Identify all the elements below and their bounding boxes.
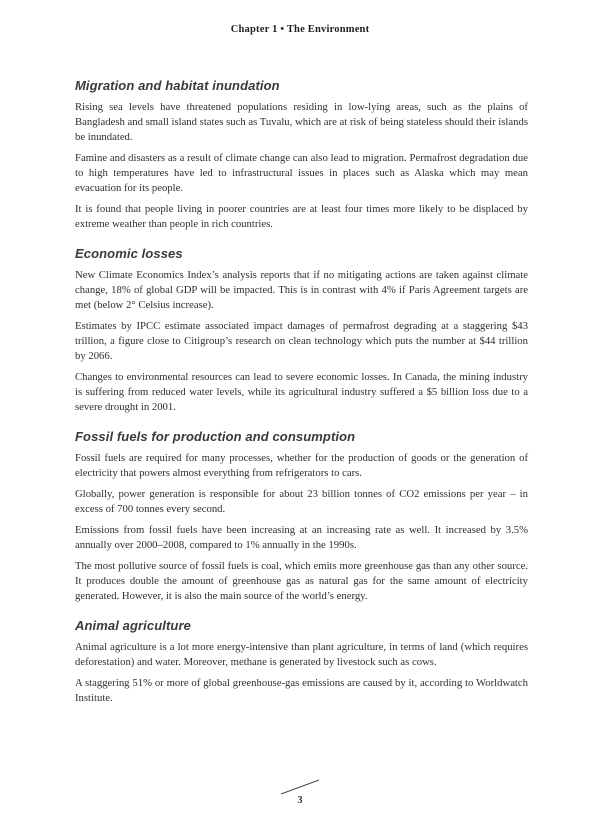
running-head: Chapter 1 • The Environment: [230, 24, 370, 35]
paragraph: Globally, power generation is responsible for about 23 billion tonnes of CO2 emissions per year – in excess of 700 tonnes every second.: [75, 488, 528, 515]
section-migration: [75, 78, 528, 232]
paragraph: New Climate Economics Index’s analysis reports that if no mitigating actions are taken against climate change, 18% of global GDP will be impacted. This is in contrast with 4% if Paris Agreement targets are met (below 2° Celsius increase).: [75, 269, 528, 311]
paragraph: Changes to environmental resources can lead to severe economic losses. In Canada, the mining industry is suffering from reduced water levels, while its agricultural industry suffered a $5 billion loss due to a severe drought in 2001.: [75, 371, 528, 413]
section-heading-animal-agriculture: Animal agriculture: [75, 618, 191, 633]
page-number: 3: [297, 795, 303, 806]
section-fossil-fuels: [75, 429, 528, 604]
page-content: [75, 78, 528, 712]
paragraph: Animal agriculture is a lot more energy-intensive than plant agriculture, in terms of land (which requires deforestation) and water. Moreover, methane is generated by livestock such as cows.: [75, 641, 528, 668]
footer-flourish-line: [278, 777, 322, 797]
section-animal-agriculture: [75, 618, 528, 706]
paragraph: It is found that people living in poorer countries are at least four times more likely to be displaced by extreme weather than people in rich countries.: [75, 203, 528, 230]
section-economic-losses: [75, 246, 528, 415]
paragraph: Fossil fuels are required for many processes, whether for the production of goods or the generation of electricity that powers almost everything from refrigerators to cars.: [75, 452, 528, 479]
section-heading-economic-losses: Economic losses: [75, 246, 183, 261]
page-footer: [0, 777, 600, 806]
section-heading-migration: Migration and habitat inundation: [75, 78, 280, 93]
paragraph: Famine and disasters as a result of climate change can also lead to migration. Permafrost degradation due to high temperatures have led to infrastructural issues in places such as Alaska which may mean evacuation for its people.: [75, 152, 528, 194]
paragraph: A staggering 51% or more of global greenhouse-gas emissions are caused by it, according to Worldwatch Institute.: [75, 677, 528, 704]
section-heading-fossil-fuels: Fossil fuels for production and consumption: [75, 429, 356, 444]
paragraph: Rising sea levels have threatened populations residing in low-lying areas, such as the plains of Bangladesh and small island states such as Tuvalu, which are at risk of being stateless should their islands be inundated.: [75, 101, 528, 143]
paragraph: Estimates by IPCC estimate associated impact damages of permafrost degrading at a staggering $43 trillion, a figure close to Citigroup’s research on clean technology which puts the number at $44 trillion by 2066.: [75, 320, 528, 362]
paragraph: The most pollutive source of fossil fuels is coal, which emits more greenhouse gas than any other source. It produces double the amount of greenhouse gas as natural gas for the same amount of electricity generated. However, it is also the main source of the world’s energy.: [75, 560, 528, 602]
paragraph: Emissions from fossil fuels have been increasing at an increasing rate as well. It increased by 3.5% annually over 2000–2008, compared to 1% annually in the 1990s.: [75, 524, 528, 551]
